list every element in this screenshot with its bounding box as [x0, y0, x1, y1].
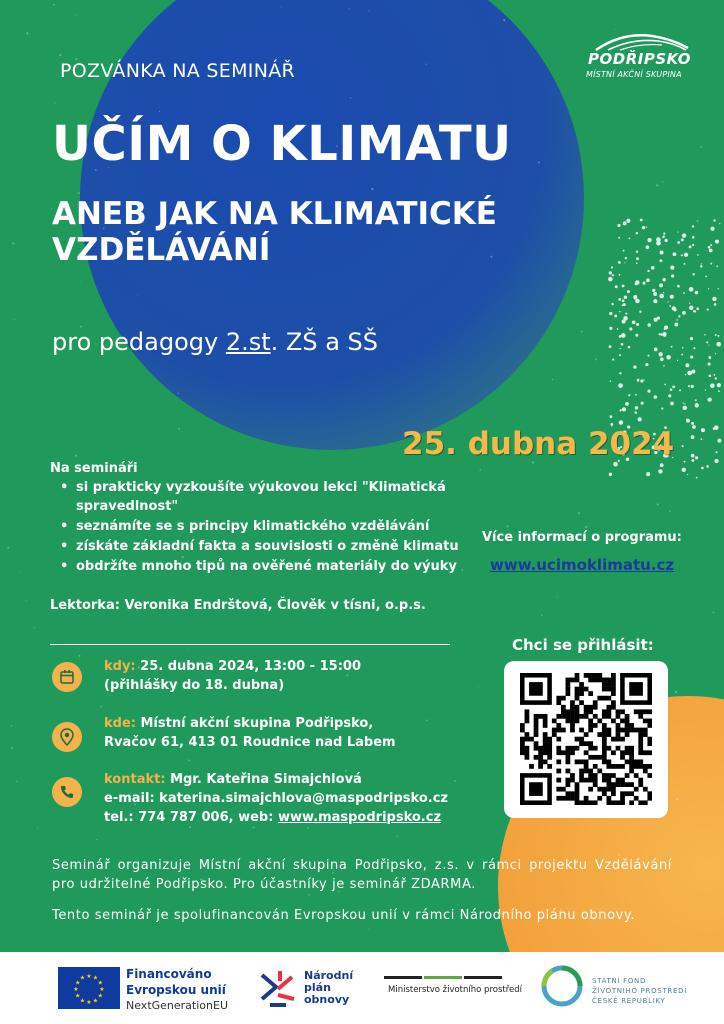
mzp-logo-bars-icon	[384, 976, 502, 982]
svg-text:★: ★	[79, 974, 86, 982]
contact-label: kontakt:	[104, 772, 166, 787]
contact-email[interactable]: e-mail: katerina.simajchlova@maspodripsko.cz	[104, 791, 448, 806]
svg-text:★: ★	[73, 986, 79, 993]
when-label: kdy:	[104, 659, 136, 674]
audience-post: . ZŠ a SŠ	[270, 328, 378, 356]
contact-web-link[interactable]: www.maspodripsko.cz	[277, 810, 442, 825]
list-item: • si prakticky vyzkoušíte výukovou lekci "Klimatická spravedlnost"	[58, 478, 488, 516]
event-contact	[104, 770, 448, 827]
event-where	[104, 714, 396, 752]
eu-funding-logo	[126, 966, 228, 1014]
npo-line1: Národní	[304, 969, 354, 982]
funding-note: Tento seminář je spolufinancován Evropskou unií v rámci Národního plánu obnovy.	[52, 908, 636, 923]
svg-text:★: ★	[97, 979, 103, 987]
npo-line3: obnovy	[304, 993, 350, 1006]
sfz-line1: STÁTNÍ FOND	[592, 977, 647, 985]
eu-line3: NextGenerationEU	[126, 999, 228, 1012]
svg-text:★: ★	[99, 986, 105, 993]
svg-text:★: ★	[97, 992, 103, 1000]
organizer-note: Seminář organizuje Místní akční skupina Podřipsko, z.s. v rámci projektu Vzdělávání pro udržitelné Podřipsko. Pro účastníky je seminář ZDARMA.	[52, 858, 672, 892]
sfz-logo-icon	[540, 964, 584, 1008]
when-value: 25. dubna 2024, 13:00 - 15:00	[140, 659, 361, 674]
event-date: 25. dubna 2024	[402, 426, 675, 462]
lecturer: Lektorka: Veronika Endrštová, Člověk v tísni, o.p.s.	[50, 598, 426, 613]
sfz-logo	[592, 976, 687, 1006]
qr-code-card[interactable]	[504, 661, 668, 818]
logo-swoosh-icon	[592, 30, 692, 52]
program-link[interactable]: www.ucimoklimatu.cz	[490, 556, 675, 574]
list-item: • seznámíte se s principy klimatického vzdělávání	[58, 517, 488, 536]
contact-tel: tel.: 774 787 006, web:	[104, 810, 278, 825]
npo-line2: plán	[304, 981, 331, 994]
brand-logo-name: PODŘIPSKO	[588, 50, 692, 68]
partner-logo-bar	[0, 952, 724, 1024]
more-info-label: Více informací o programu:	[482, 530, 682, 545]
brand-logo-tagline: MÍSTNÍ AKČNÍ SKUPINA	[586, 70, 682, 79]
location-pin-icon	[52, 722, 82, 752]
svg-text:★: ★	[86, 973, 92, 980]
seminar-heading: Na semináři	[50, 461, 138, 476]
eu-line2: Evropskou unií	[126, 983, 226, 997]
svg-text:★: ★	[92, 974, 99, 982]
where-address: Rvačov 61, 413 01 Roudnice nad Labem	[104, 735, 396, 750]
audience-underlined: 2.st	[225, 328, 271, 356]
sfz-line2: ŽIVOTNÍHO PROSTŘEDÍ	[592, 987, 687, 995]
eu-line1: Financováno	[126, 967, 212, 981]
target-audience	[52, 328, 378, 356]
svg-text:★: ★	[86, 999, 92, 1006]
event-when	[104, 657, 361, 695]
where-label: kde:	[104, 716, 136, 731]
signup-label: Chci se přihlásit:	[512, 636, 654, 654]
divider	[50, 644, 450, 645]
contact-value: Mgr. Kateřina Simajchlová	[170, 772, 362, 787]
calendar-icon	[52, 662, 82, 692]
list-item: • obdržíte mnoho tipů na ověřené materiály do výuky	[58, 557, 488, 576]
qr-code[interactable]	[520, 673, 652, 805]
svg-text:★: ★	[79, 997, 86, 1005]
npo-logo-icon	[258, 965, 302, 1011]
svg-text:★: ★	[92, 997, 99, 1005]
eu-flag-icon	[58, 967, 120, 1009]
brand-logo	[582, 30, 706, 90]
invitation-kicker: POZVÁNKA NA SEMINÁŘ	[60, 60, 296, 82]
where-value: Místní akční skupina Podřipsko,	[140, 716, 374, 731]
audience-pre: pro pedagogy	[52, 328, 226, 356]
seminar-list	[58, 478, 488, 577]
svg-text:★: ★	[75, 992, 81, 1000]
svg-text:★: ★	[75, 979, 81, 987]
list-item: • získáte základní fakta a souvislosti o změně klimatu	[58, 537, 488, 556]
sfz-line3: ČESKÉ REPUBLIKY	[592, 997, 666, 1005]
when-note: (přihlášky do 18. dubna)	[104, 678, 285, 693]
page-subtitle: ANEB JAK NA KLIMATICKÉ VZDĚLÁVÁNÍ	[52, 196, 497, 268]
phone-icon	[52, 777, 82, 807]
npo-logo	[304, 970, 353, 1006]
mzp-logo: Ministerstvo životního prostředí	[388, 985, 523, 995]
page-title: UČÍM O KLIMATU	[52, 116, 512, 172]
